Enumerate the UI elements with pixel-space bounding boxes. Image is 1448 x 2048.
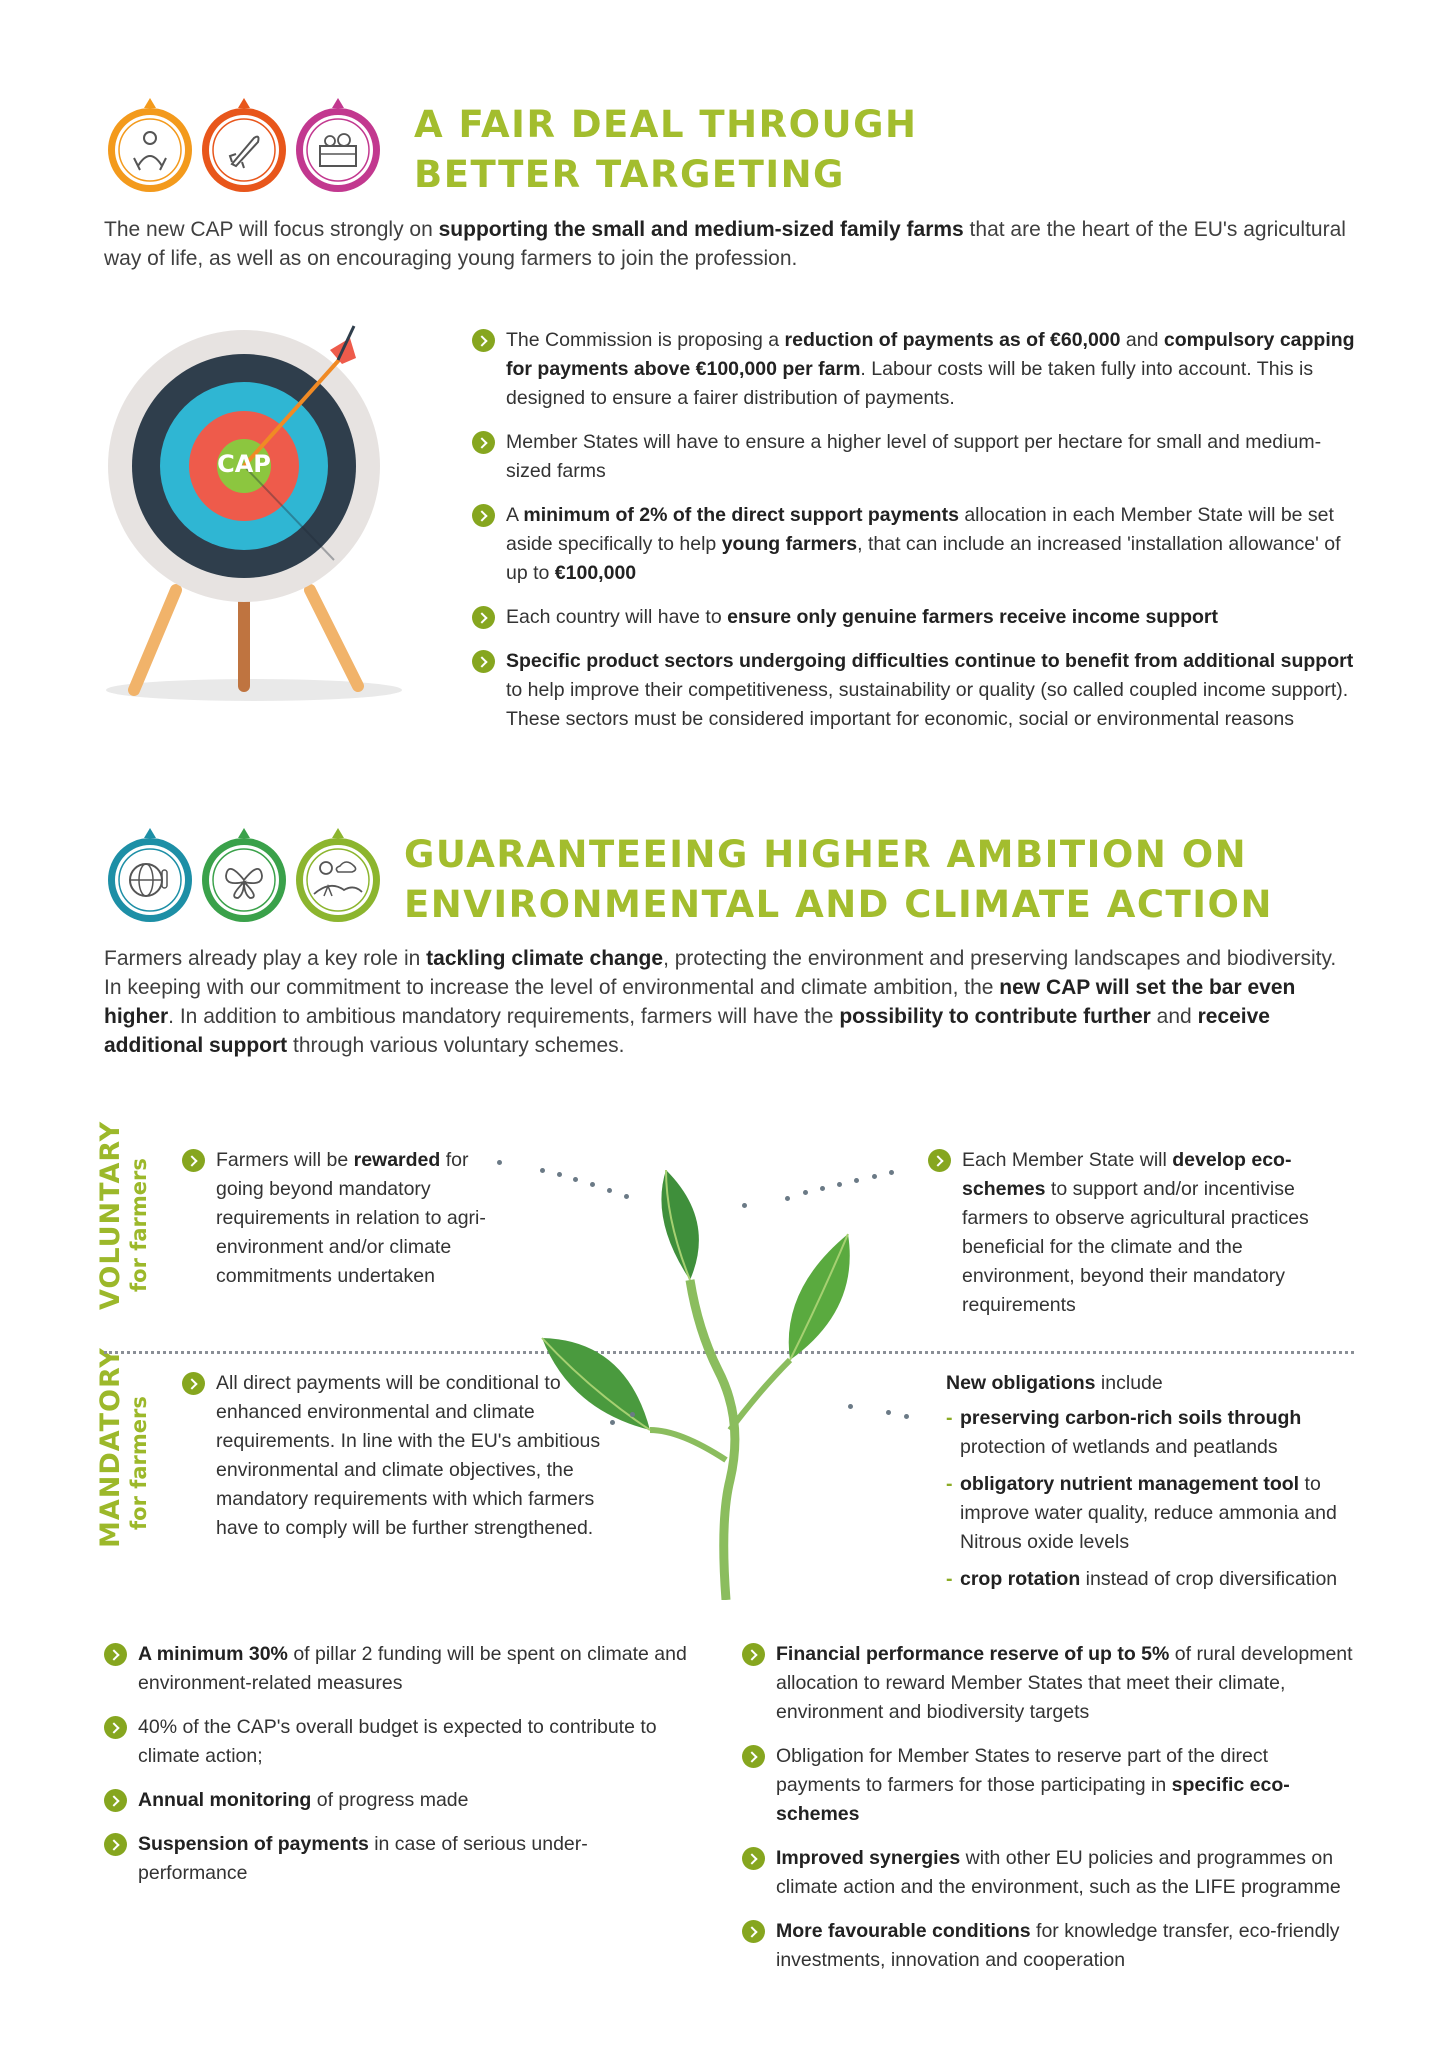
section2-title-line1: GUARANTEEING HIGHER AMBITION ON bbox=[404, 833, 1248, 876]
bold-text: Financial performance reserve of up to 5% bbox=[776, 1643, 1170, 1665]
list-item-text bbox=[776, 1847, 1341, 1898]
voluntary-label-main: VOLUNTARY bbox=[95, 1120, 126, 1310]
voluntary-label-sub: for farmers bbox=[127, 1158, 151, 1292]
text: and bbox=[1120, 329, 1164, 351]
obligations-list bbox=[946, 1404, 1366, 1594]
list-item bbox=[104, 1713, 694, 1771]
text: and bbox=[1150, 1005, 1198, 1028]
dash-marker: - bbox=[946, 1473, 953, 1495]
voluntary-label bbox=[96, 1121, 152, 1310]
list-item bbox=[946, 1565, 1366, 1594]
list-item-text bbox=[506, 650, 1353, 730]
mandatory-label-sub: for farmers bbox=[127, 1396, 151, 1530]
section2-title bbox=[404, 830, 1273, 930]
chevron-icon bbox=[182, 1372, 205, 1395]
list-item bbox=[472, 647, 1357, 734]
chevron-icon bbox=[742, 1745, 765, 1768]
text: Each country will have to bbox=[506, 606, 728, 628]
chevron-icon bbox=[104, 1789, 127, 1812]
text: for going beyond mandatory requirements in relation to agri-environment and/or climate commitments undertaken bbox=[216, 1149, 486, 1287]
bold-text: A minimum 30% bbox=[138, 1643, 288, 1665]
section1-icons bbox=[104, 96, 384, 206]
chevron-icon bbox=[104, 1716, 127, 1739]
bold-text: new CAP will set the bar even higher bbox=[104, 976, 1296, 1028]
text: 40% of the CAP's overall budget is expected to contribute to climate action; bbox=[138, 1716, 657, 1767]
bold-text: ensure only genuine farmers receive income support bbox=[727, 606, 1219, 628]
chevron-icon bbox=[472, 504, 495, 527]
section2-icons bbox=[104, 826, 384, 936]
voluntary-right bbox=[928, 1146, 1328, 1335]
text: . Labour costs will be taken fully into account. This is designed to ensure a fairer distribution of payments. bbox=[506, 358, 1314, 409]
butterfly-icon bbox=[202, 828, 286, 922]
text: Farmers already play a key role in bbox=[104, 947, 427, 970]
text: allocation in each Member State will be set aside specifically to help bbox=[506, 504, 1334, 555]
text: Obligation for Member States to reserve part of the direct payments to farmers for those participating in bbox=[776, 1745, 1269, 1796]
bold-text: tackling climate change bbox=[426, 947, 664, 970]
chevron-icon bbox=[742, 1920, 765, 1943]
section1-title-line1: A FAIR DEAL THROUGH bbox=[414, 103, 918, 146]
mandatory-label bbox=[96, 1347, 152, 1548]
text: through various voluntary schemes. bbox=[287, 1034, 625, 1057]
text: instead of crop diversification bbox=[1080, 1568, 1338, 1590]
mandatory-label-main: MANDATORY bbox=[95, 1347, 126, 1548]
list-item bbox=[472, 501, 1357, 588]
text: of progress made bbox=[311, 1789, 469, 1811]
chevron-icon bbox=[472, 431, 495, 454]
text: , that can include an increased 'installation allowance' of up to bbox=[506, 533, 1341, 584]
list-item bbox=[472, 326, 1357, 413]
list-item-text bbox=[138, 1643, 687, 1694]
bold-text: More favourable conditions bbox=[776, 1920, 1031, 1942]
bold-text: supporting the small and medium-sized family farms bbox=[438, 218, 964, 241]
bold-text: receive additional support bbox=[104, 1005, 1270, 1057]
mandatory-right bbox=[946, 1369, 1366, 1602]
list-item bbox=[472, 603, 1357, 632]
list-item bbox=[742, 1640, 1354, 1727]
dash-marker: - bbox=[946, 1568, 953, 1590]
text: , protecting the environment and preserving landscapes and biodiversity. In keeping with our commitment to increase the level of environmental and climate ambition, the bbox=[104, 947, 1337, 999]
list-item bbox=[946, 1404, 1366, 1462]
globe-thermometer-icon bbox=[108, 828, 192, 922]
chevron-icon bbox=[742, 1643, 765, 1666]
list-item-text bbox=[138, 1789, 468, 1811]
section2-title-line2: ENVIRONMENTAL AND CLIMATE ACTION bbox=[404, 883, 1273, 926]
list-item bbox=[742, 1742, 1354, 1829]
chevron-icon bbox=[104, 1643, 127, 1666]
obligations-heading bbox=[946, 1369, 1366, 1398]
bold-text: Specific product sectors undergoing difficulties continue to benefit from additional support bbox=[506, 650, 1354, 672]
bold-text: rewarded bbox=[353, 1149, 441, 1171]
farmer-icon bbox=[108, 98, 192, 192]
text: include bbox=[1095, 1372, 1163, 1394]
chevron-icon bbox=[928, 1149, 951, 1172]
text: The Commission is proposing a bbox=[506, 329, 785, 351]
chevron-icon bbox=[742, 1847, 765, 1870]
list-item bbox=[742, 1917, 1354, 1975]
bold-text: obligatory nutrient management tool bbox=[960, 1473, 1300, 1495]
bottom-right-list bbox=[742, 1640, 1354, 1990]
plant-illustration bbox=[530, 1160, 860, 1600]
bottom-left-list bbox=[104, 1640, 694, 1903]
list-item-text bbox=[776, 1643, 1353, 1723]
bold-text: Suspension of payments bbox=[138, 1833, 369, 1855]
bold-text: €100,000 bbox=[554, 562, 637, 584]
section1-title-line2: BETTER TARGETING bbox=[414, 153, 845, 196]
bold-text: develop eco-schemes bbox=[962, 1149, 1292, 1200]
text: A bbox=[506, 504, 524, 526]
text: that are the heart of the EU's agricultural way of life, as well as on encouraging young farmers to join the profession. bbox=[104, 218, 1346, 270]
section1-title bbox=[414, 100, 917, 200]
list-item bbox=[472, 428, 1357, 486]
list-item bbox=[104, 1830, 694, 1888]
list-item-text bbox=[138, 1833, 588, 1884]
text: to help improve their competitiveness, sustainability or quality (so called coupled income support). These sectors must be considered important for economic, social or environmental reasons bbox=[506, 679, 1349, 730]
list-item-text bbox=[506, 504, 1341, 584]
text: Farmers will be bbox=[216, 1149, 354, 1171]
crate-icon bbox=[296, 98, 380, 192]
text: to improve water quality, reduce ammonia and Nitrous oxide levels bbox=[960, 1473, 1337, 1553]
chevron-icon bbox=[472, 650, 495, 673]
dash-marker: - bbox=[946, 1407, 953, 1429]
bold-text: compulsory capping for payments above €100,000 per farm bbox=[506, 329, 1355, 380]
bold-text: reduction of payments as of €60,000 bbox=[784, 329, 1121, 351]
bold-text: Annual monitoring bbox=[138, 1789, 312, 1811]
text: in case of serious under-performance bbox=[138, 1833, 588, 1884]
list-item bbox=[104, 1640, 694, 1698]
list-item bbox=[742, 1844, 1354, 1902]
chevron-icon bbox=[472, 329, 495, 352]
list-item-text bbox=[506, 431, 1321, 482]
list-item-text bbox=[776, 1920, 1340, 1971]
list-item-text bbox=[506, 606, 1218, 628]
text: The new CAP will focus strongly on bbox=[104, 218, 439, 241]
section1-intro bbox=[104, 215, 1354, 273]
bold-text: New obligations bbox=[946, 1372, 1096, 1394]
chevron-icon bbox=[182, 1149, 205, 1172]
target-label: CAP bbox=[217, 450, 271, 478]
text: of pillar 2 funding will be spent on climate and environment-related measures bbox=[138, 1643, 687, 1694]
text: with other EU policies and programmes on climate action and the environment, such as the LIFE programme bbox=[776, 1847, 1341, 1898]
text: Each Member State will bbox=[962, 1149, 1173, 1171]
list-item-text bbox=[138, 1716, 657, 1767]
list-item-text bbox=[960, 1407, 1301, 1458]
list-item-text bbox=[506, 329, 1355, 409]
list-item bbox=[946, 1470, 1366, 1557]
chevron-icon bbox=[104, 1833, 127, 1856]
text: . In addition to ambitious mandatory requirements, farmers will have the bbox=[168, 1005, 840, 1028]
landscape-icon bbox=[296, 828, 380, 922]
text: for knowledge transfer, eco-friendly investments, innovation and cooperation bbox=[776, 1920, 1340, 1971]
text: of rural development allocation to reward Member States that meet their climate, environment and biodiversity targets bbox=[776, 1643, 1353, 1723]
list-item-text bbox=[776, 1745, 1290, 1825]
section1-bullets bbox=[472, 326, 1357, 749]
list-item-text bbox=[960, 1473, 1337, 1553]
text: to support and/or incentivise farmers to observe agricultural practices beneficial for the climate and the environment, beyond their mandatory requirements bbox=[962, 1178, 1309, 1316]
bold-text: young farmers bbox=[721, 533, 858, 555]
bold-text: preserving carbon-rich soils through bbox=[960, 1407, 1302, 1429]
voluntary-left bbox=[182, 1146, 512, 1306]
target-illustration bbox=[104, 320, 404, 710]
bold-text: possibility to contribute further bbox=[839, 1005, 1151, 1028]
text: Member States will have to ensure a higher level of support per hectare for small and medium-sized farms bbox=[506, 431, 1322, 482]
section2-intro bbox=[104, 944, 1354, 1060]
chevron-icon bbox=[472, 606, 495, 629]
text: All direct payments will be conditional to enhanced environmental and climate requirements. In line with the EU's ambitious environmental and climate objectives, the mandatory requirements with which farmers have to comply will be further strengthened. bbox=[216, 1372, 601, 1539]
bold-text: crop rotation bbox=[960, 1568, 1081, 1590]
bold-text: specific eco-schemes bbox=[776, 1774, 1290, 1825]
rocket-icon bbox=[202, 98, 286, 192]
list-item-text bbox=[960, 1568, 1337, 1590]
list-item bbox=[104, 1786, 694, 1815]
text: protection of wetlands and peatlands bbox=[960, 1436, 1278, 1458]
bold-text: minimum of 2% of the direct support payments bbox=[523, 504, 959, 526]
bold-text: Improved synergies bbox=[776, 1847, 961, 1869]
